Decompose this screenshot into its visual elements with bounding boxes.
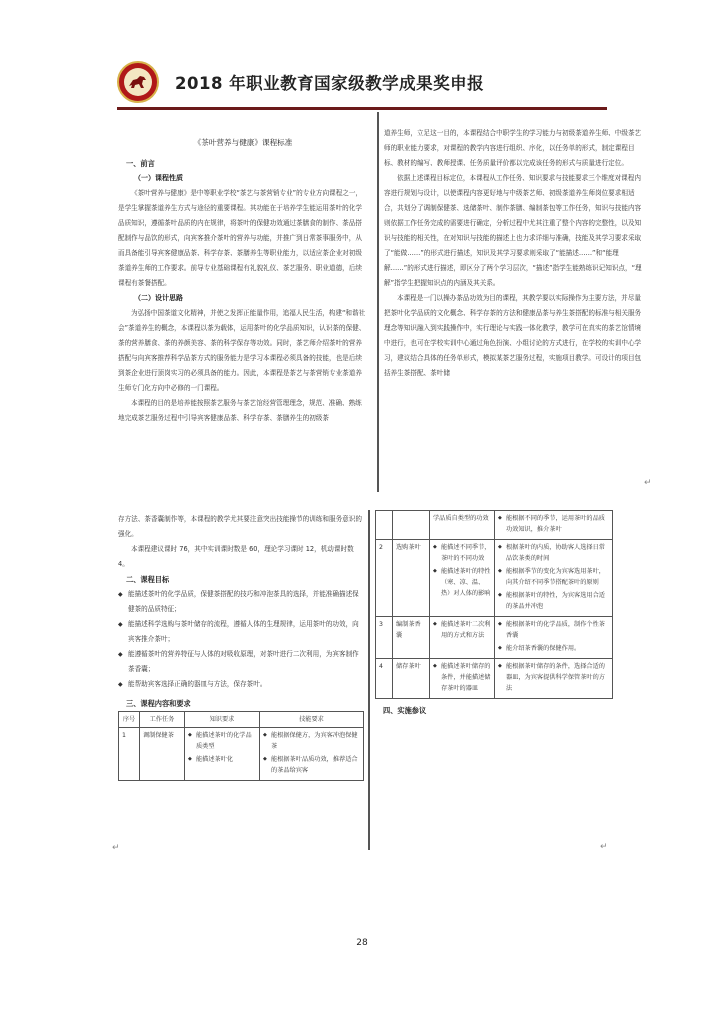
page-title: 2018 年职业教育国家级教学成果奖申报 (175, 74, 485, 93)
knowledge-cell (430, 617, 495, 659)
table-header-row (119, 712, 364, 728)
skills-cell (260, 728, 364, 781)
goal-item: ◆ 能帮助宾客选择正确的器皿与方法，保存茶叶。 (118, 677, 364, 692)
skills-cell (495, 659, 613, 699)
knowledge-item: ◆ 能描述茶叶储存的条件，并能描述储存茶叶的器皿 (433, 661, 491, 694)
knowledge-cell (430, 540, 495, 617)
goal-item: ◆ 能描述科学选购与茶叶储存的流程，遵循人体的生理规律，运用茶叶的功效，向宾客推介茶叶； (118, 617, 364, 647)
course-title: 《茶叶营养与健康》课程标准 (193, 138, 293, 147)
row-number: 2 (376, 540, 393, 617)
skill-item: ◆ 能根据茶叶品质功效，推荐适合的茶品给宾客 (263, 754, 360, 776)
goal-item: ◆ 能遵循茶叶的营养特征与人体的对吸收原理，对茶叶进行二次利用，为宾客制作茶香囊； (118, 647, 364, 677)
column-header: 序号 (119, 712, 140, 728)
content-table-continued (375, 510, 613, 699)
table-row (376, 659, 613, 699)
knowledge-cell (185, 728, 260, 781)
header-divider (117, 107, 607, 110)
table-row (376, 511, 613, 540)
return-mark-icon: ↵ (644, 478, 652, 488)
page-border (368, 510, 370, 850)
knowledge-item: ◆ 能描述不同季节，茶叶的不同功效 (433, 542, 491, 564)
skills-cell (495, 617, 613, 659)
table-row (376, 617, 613, 659)
skill-item: ◆ 能根据季节的变化为宾客选用茶叶，向其介绍不同季节搭配茶叶的原则 (498, 566, 609, 588)
section-heading-implementation: 四、实施参议 (383, 706, 427, 715)
skill-item: ◆ 能根据茶叶的化学品质，制作个性茶香囊 (498, 619, 609, 641)
goal-item: ◆ 能描述茶叶的化学品质，保健茶搭配的技巧和冲泡茶具的选择，并能准确描述保健茶的品质特征； (118, 587, 364, 617)
paragraph: 为弘扬中国茶道文化精神，并使之发挥正能量作用，追福人民生活，构建“和谐社会”茶道养生的概念，本课程以茶为载体，运用茶叶的化学品质知识，认识茶的保健、茶的营养膳食、茶的养颜美容、茶的科学保存等功效。同时，茶艺师介绍茶叶的营养搭配与向宾客推荐科学品茶方式的服务能力是学习本课程必须具备的技能，也是后续到茶企业进行顶岗实习的必须具备的能力。因此，本课程是茶艺与茶营销专业茶道养生师专门化方向中必修的一门课程。 (118, 309, 366, 392)
paragraph: 《茶叶营养与健康》是中等职业学校“茶艺与茶营销专业”的专业方向课程之一，是学生掌握茶道养生方式与途径的重要课程。其功能在于培养学生能运用茶叶的化学品质知识，遵循茶叶品质的内在规律，将茶叶的保健功效通过茶膳食的制作、茶品搭配制作与品饮的形式，向宾客推介茶叶的营养与功能，并推广到日常茶事服务中，从而具备能引导宾客健康品茶、科学存茶、茶膳养生等职业能力，以适应茶企业对初级茶道养生师的工作要求。前导专业基础课程有礼貌礼仪、茶艺服务、职业道德，后续课程有茶餐搭配。 (118, 189, 363, 287)
page-border (377, 112, 379, 492)
task-cell (393, 511, 430, 540)
skills-cell (495, 511, 613, 540)
row-number: 3 (376, 617, 393, 659)
page-number: 28 (356, 938, 368, 948)
task-cell: 储存茶叶 (393, 659, 430, 699)
document-panel-3 (118, 512, 364, 854)
column-header: 技能要求 (260, 712, 364, 728)
return-mark-icon: ↵ (112, 843, 120, 853)
horse-emblem-icon (122, 66, 154, 98)
column-header: 知识要求 (185, 712, 260, 728)
paragraph: 本课程的目的是培养能按照茶艺服务与茶艺馆经营管理理念，规范、准确、熟练地完成茶艺服务过程中引导宾客健康品茶、科学存茶、茶膳养生的初级茶 (118, 399, 362, 422)
school-emblem (117, 61, 159, 103)
skills-cell (495, 540, 613, 617)
content-table (118, 711, 364, 781)
row-number: 4 (376, 659, 393, 699)
document-panel-2 (384, 126, 646, 478)
paragraph: 本课程建议课时 76，其中实训课时数是 60，理论学习课时 12，机动课时数 4。 (118, 545, 354, 568)
task-cell: 选购茶叶 (393, 540, 430, 617)
paragraph: 道养生师，立足这一目的，本课程结合中职学生的学习能力与初级茶道养生师、中级茶艺师的职业能力要求，对课程的教学内容进行组织、序化，以任务单的形式，制定课程目标、教材的编写、教师授课、任务质量评价都以完成该任务的形式与质量进行定位。 (384, 129, 642, 167)
task-cell: 调制保健茶 (140, 728, 185, 781)
knowledge-cell: 学品质自类型的功效 (430, 511, 495, 540)
knowledge-item: ◆ 能描述茶叶二次利用的方式和方法 (433, 619, 491, 641)
skill-item: ◆ 能根据茶叶的特性，为宾客选用合适的茶品并冲泡 (498, 590, 609, 612)
subheading-course-nature: （一）课程性质 (134, 174, 183, 182)
paragraph: 本课程是一门以操办茶品功效为目的课程，其教学要以实际操作为主要方法，并尽量把茶叶化学品质的文化概念、科学存茶的方法和健康品茶与养生茶搭配的标准与相关服务理念等知识融入到实践操作中，实行理论与实践一体化教学，教学可在真实的茶艺馆情境中进行，也可在学校实训中心通过角色扮演、小组讨论的方式进行，在学校的实训中心学习，建议结合具体的任务单形式，模拟某茶艺服务过程，实施项目教学。可设计的项目包括养生茶搭配、茶叶储 (384, 294, 642, 377)
subheading-design-idea: （二）设计思路 (134, 294, 183, 302)
skill-item: ◆ 能根据茶叶储存的条件，选择合适的器皿，为宾客提供科学保管茶叶的方法 (498, 661, 609, 694)
skill-item: ◆ 能根据不同的季节，运用茶叶的品质功效知识，推介茶叶 (498, 513, 609, 535)
section-heading-content: 三、课程内容和要求 (126, 699, 191, 708)
section-heading-goals: 二、课程目标 (126, 575, 170, 584)
paragraph: 存方法、茶香囊制作等，本课程的教学尤其要注意突出技能操节的训练和服务意识的强化。 (118, 515, 362, 538)
skill-item: ◆ 能介绍茶香囊的保健作用。 (498, 643, 609, 654)
table-row (376, 540, 613, 617)
row-number (376, 511, 393, 540)
row-number: 1 (119, 728, 140, 781)
section-heading-preface: 一、前言 (126, 159, 155, 168)
table-row (119, 728, 364, 781)
skill-item: ◆ 根据茶叶的内质，协助客人选择日常品饮茶类的时间 (498, 542, 609, 564)
document-panel-4 (375, 510, 613, 846)
paragraph: 依据上述课程目标定位，本课程从工作任务、知识要求与技能要求三个维度对课程内容进行规划与设计，以使课程内容更好地与中级茶艺师、初级茶道养生师岗位要求相适合，共划分了调制保健茶、选储茶叶、制作茶膳、编制茶包等工作任务，知识与技能内容则依据工作任务完成的需要进行确定，分析过程中尤其注重了整个内容的完整性，以及知识与技能的相关性，在对知识与技能的描述上也力求详细与准确，技能及其学习要求采取了“能做……”的形式进行描述，知识及其学习要求则采取了“能描述……”和“能理解……”的形式进行描述，即区分了两个学习层次，“描述”指学生能熟练识记知识点，“理解”指学生把握知识点的内涵及其关系。 (384, 174, 642, 287)
knowledge-item: ◆ 能描述茶叶的特性（寒、凉、温、热）对人体的影响 (433, 566, 491, 599)
return-mark-icon: ↵ (600, 842, 608, 852)
knowledge-item: ◆ 能描述茶叶的化学品质类型 (188, 730, 256, 752)
task-cell: 编制茶香囊 (393, 617, 430, 659)
knowledge-cell (430, 659, 495, 699)
knowledge-item: ◆ 能描述茶叶化 (188, 754, 256, 765)
document-panel-1 (118, 117, 368, 489)
column-header: 工作任务 (140, 712, 185, 728)
skill-item: ◆ 能根据保健方，为宾客冲泡保健茶 (263, 730, 360, 752)
